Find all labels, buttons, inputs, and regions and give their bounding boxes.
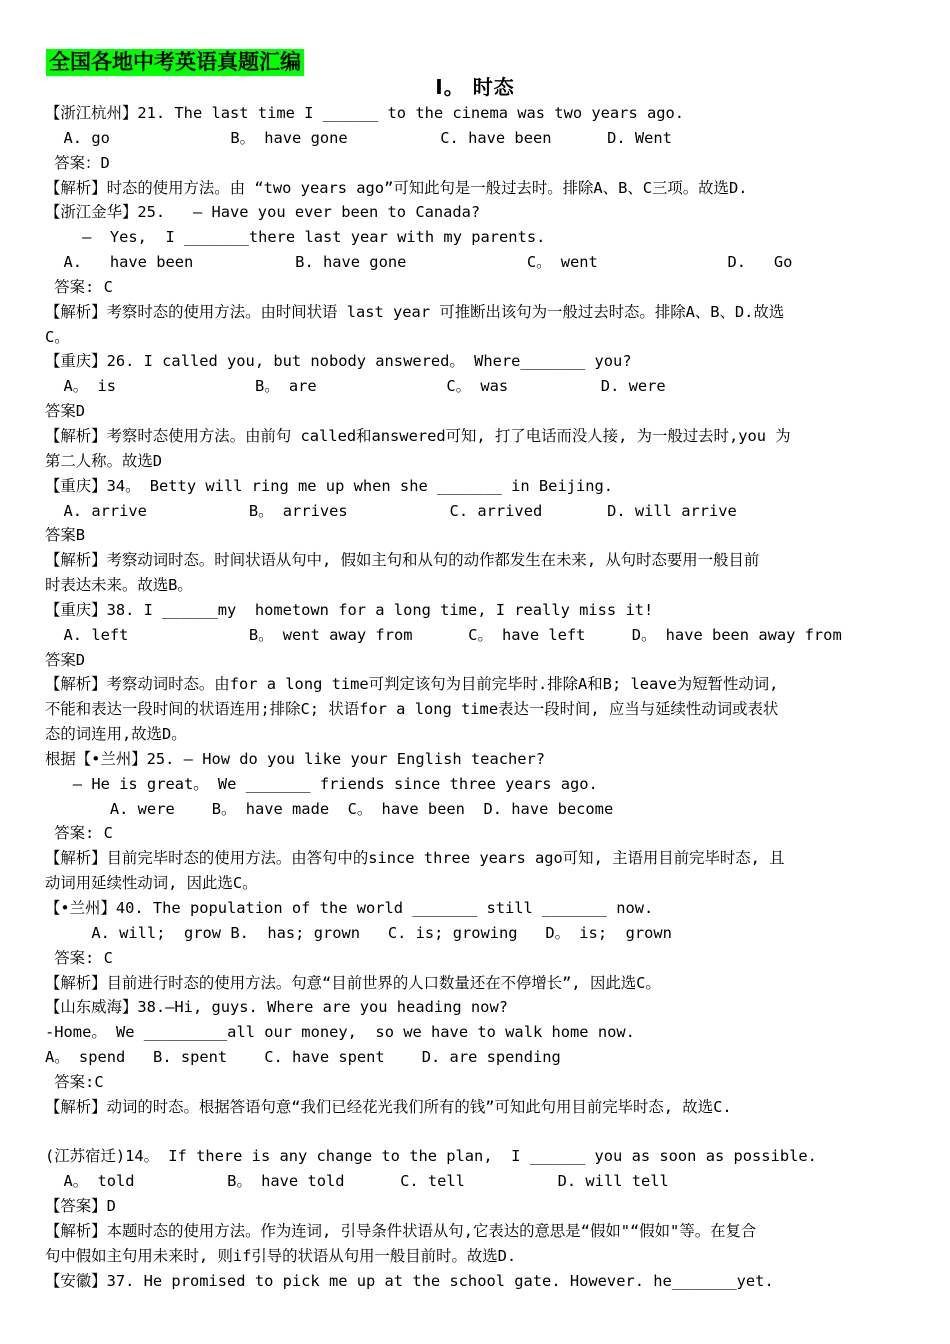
text-line: 【解析】动词的时态。根据答语句意“我们已经花光我们所有的钱”可知此句用目前完毕时态, 故选C. [45, 1097, 732, 1116]
text-line: 第二人称。故选D [45, 451, 163, 470]
text-line: 【浙江杭州】21. The last time I ______ to the cinema was two years ago. [45, 104, 685, 122]
text-line: 【浙江金华】25. — Have you ever been to Canada? [45, 203, 481, 222]
text-line: A. left B。 went away from C。 have left D。 have been away from [45, 625, 842, 644]
text-line: A。 spend B. spent C. have spent D. are spending [45, 1048, 561, 1067]
text-line: — He is great。 We _______ friends since three years ago. [45, 774, 598, 793]
text-line: 【山东威海】38.—Hi, guys. Where are you heading now? [45, 998, 508, 1017]
text-line: 根据【•兰州】25. — How do you like your English teacher? [45, 749, 546, 768]
text-line: 【解析】考察时态的使用方法。由时间状语 last year 可推断出该句为一般过去时态。排除A、B、D.故选 [45, 302, 785, 321]
text-line: 【解析】考察时态使用方法。由前句 called和answered可知, 打了电话而没人接, 为一般过去时,you 为 [45, 426, 791, 445]
text-line: (江苏宿迁)14。 If there is any change to the plan, I ______ you as soon as possible. [45, 1147, 817, 1166]
text-line: 【解析】考察动词时态。由for a long time可判定该句为目前完毕时.排除A和B; leave为短暂性动词, [45, 675, 779, 694]
text-line: — Yes, I _______there last year with my parents. [45, 228, 546, 247]
text-line: 答案: C [45, 277, 113, 296]
text-line: A。 told B。 have told C. tell D. will tell [45, 1172, 669, 1191]
text-line: 答案：D [45, 153, 110, 172]
text-line: 【重庆】34。 Betty will ring me up when she _______ in Beijing. [45, 476, 614, 495]
text-line: 动词用延续性动词, 因此选C。 [45, 874, 258, 893]
text-line: 【解析】时态的使用方法。由 “two years ago”可知此句是一般过去时。排除A、B、C三项。故选D. [45, 178, 748, 197]
text-line: A. go B。 have gone C. have been D. Went [45, 128, 672, 147]
text-line: A. were B。 have made C。 have been D. have become [45, 799, 614, 818]
text-line: 【答案】D [45, 1197, 116, 1216]
text-line: C。 [45, 327, 70, 346]
text-line: -Home。 We _________all our money, so we have to walk home now. [45, 1023, 635, 1042]
text-line: 【重庆】26. I called you, but nobody answered。 Where_______ you? [45, 352, 632, 371]
text-line: 答案D [45, 402, 86, 421]
text-line: 【解析】目前完毕时态的使用方法。由答句中的since three years ago可知, 主语用目前完毕时态, 且 [45, 849, 785, 868]
text-line: A。 is B。 are C。 was D. were [45, 377, 666, 396]
text-line: 【安徽】37. He promised to pick me up at the school gate. However. he_______yet. [45, 1271, 774, 1290]
text-line: 态的词连用,故选D。 [45, 725, 187, 744]
text-line: 【重庆】38. I ______my hometown for a long time, I really miss it! [45, 600, 654, 619]
text-line: 时表达未来。故选B。 [45, 576, 193, 595]
text-line: 不能和表达一段时间的状语连用;排除C; 状语for a long time表达一段时间, 应当与延续性动词或表状 [45, 700, 779, 719]
text-line: 答案B [45, 526, 86, 545]
text-line: 【解析】目前进行时态的使用方法。句意“目前世界的人口数量还在不停增长”, 因此选C。 [45, 973, 661, 992]
text-line: 【•兰州】40. The population of the world _______ still _______ now. [45, 899, 654, 917]
text-line: 【解析】考察动词时态。时间状语从句中, 假如主句和从句的动作都发生在未来, 从句时态要用一般目前 [45, 551, 760, 570]
text-line: A. have been B. have gone C。 went D. Go [45, 253, 793, 272]
text-line: 答案: C [45, 824, 113, 843]
text-line: 答案:C [45, 1072, 104, 1091]
text-line [45, 1120, 907, 1145]
document-banner: 全国各地中考英语真题汇编 [46, 49, 304, 76]
text-line: 答案D [45, 650, 86, 669]
document-body [45, 101, 907, 1294]
text-line: A. arrive B。 arrives C. arrived D. will arrive [45, 501, 737, 520]
text-line: A. will; grow B. has; grown C. is; growing D。 is; grown [45, 923, 672, 942]
text-line: 答案: C [45, 948, 113, 967]
section-heading: I。 时态 [435, 75, 515, 99]
text-line: 句中假如主句用未来时, 则if引导的状语从句用一般目前时。故选D. [45, 1246, 517, 1265]
text-line: 【解析】本题时态的使用方法。作为连词, 引导条件状语从句,它表达的意思是“假如"“假如"等。在复合 [45, 1221, 757, 1240]
